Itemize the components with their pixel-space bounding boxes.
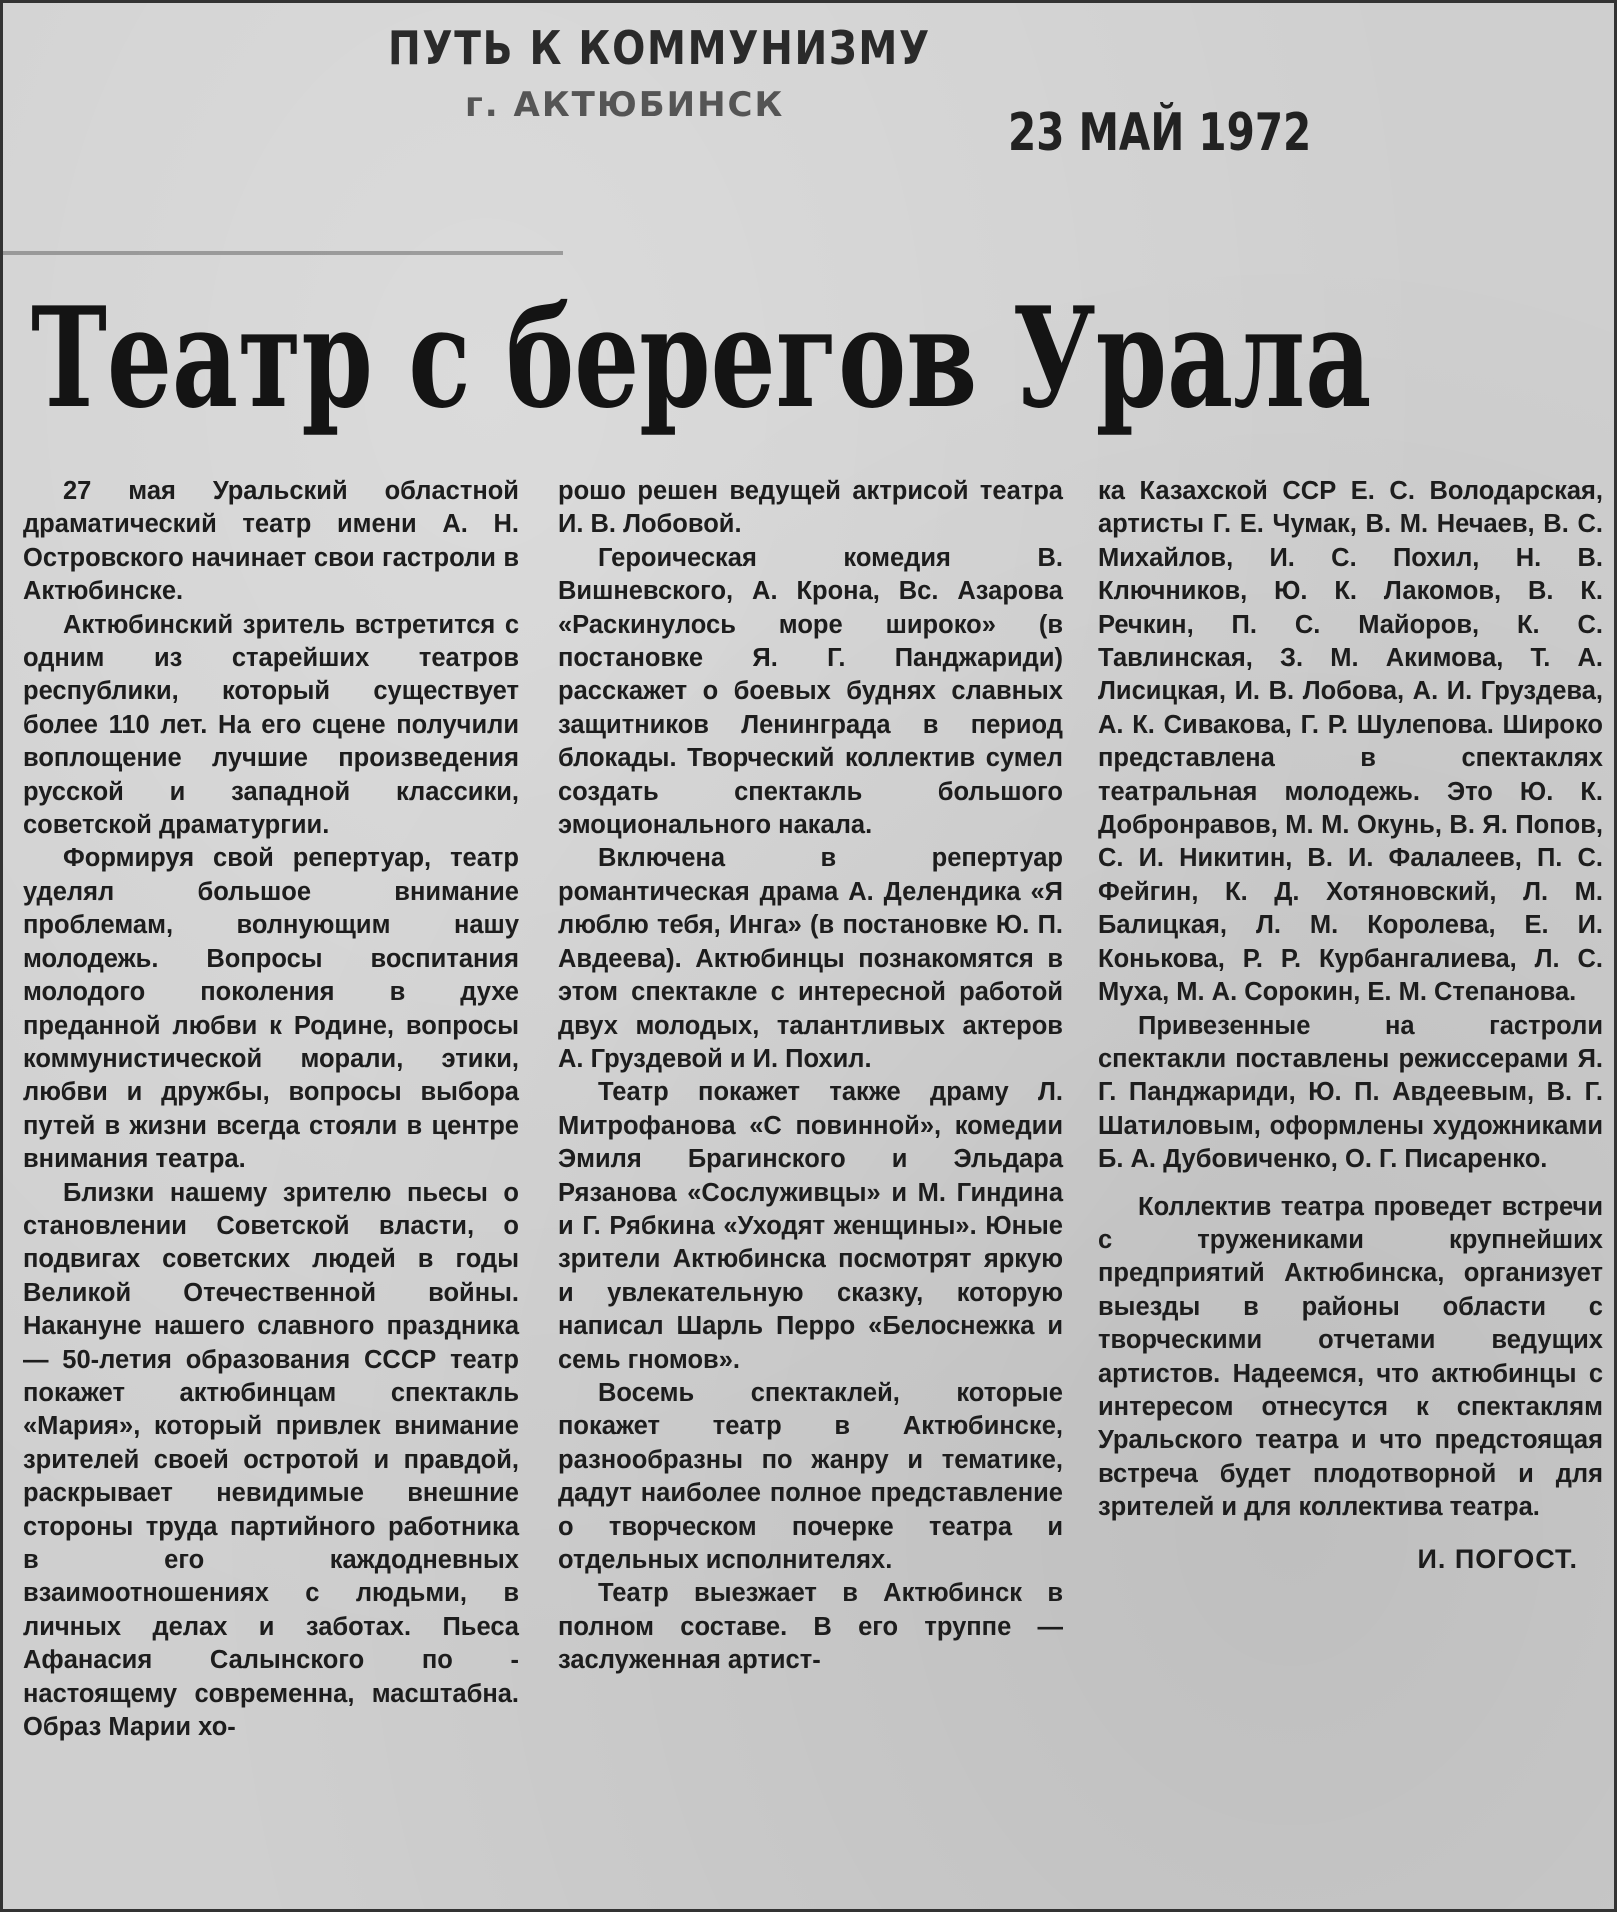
- newspaper-name: ПУТЬ К КОММУНИЗМУ: [388, 21, 931, 75]
- date-stamp: 23 МАЙ 1972: [1008, 103, 1312, 163]
- paragraph: рошо решен ведущей актрисой театра И. В. Лобовой.: [558, 477, 1063, 539]
- paragraph: Включена в репертуар романтическая драма А. Делендика «Я люблю тебя, Инга» (в постановке Ю. П. Авдеева). Актюбинцы познакомятся в этом спектакле с интересной работой двух молодых, талантливых актеров А. Груздевой и И. Похил.: [558, 844, 1063, 1073]
- article-column-1: [23, 475, 519, 1744]
- paragraph: Формируя свой репертуар, театр уделял большое внимание проблемам, волнующим нашу молодежь. Вопросы воспитания молодого поколения в духе преданной любви к Родине, вопросы коммунистической морали, этики, любви и дружбы, вопросы выбора путей в жизни всегда стояли в центре внимания театра.: [23, 844, 519, 1174]
- paragraph: ка Казахской ССР Е. С. Володарская, артисты Г. Е. Чумак, В. М. Нечаев, В. С. Михайлов, И. С. Похил, Н. В. Ключников, Ю. К. Лакомов, В. К. Речкин, П. С. Майоров, К. С. Тавлинская, З. М. Акимова, Т. А. Лисицкая, И. В. Лобова, А. И. Груздева, А. К. Сивакова, Г. Р. Шулепова. Широко представлена в спектаклях театральная молодежь. Это Ю. К. Добронравов, М. М. Окунь, В. Я. Попов, С. И. Никитин, В. И. Фалалеев, П. С. Фейгин, К. Д. Хотяновский, Л. М. Балицкая, Л. М. Королева, Е. И. Конькова, Р. Р. Курбангалиева, Л. С. Муха, М. А. Сорокин, Е. М. Степанова.: [1098, 477, 1603, 1007]
- paragraph-gap: [1098, 1177, 1603, 1191]
- article-headline: Театр с берегов Урала: [31, 276, 1372, 439]
- paragraph: Театр выезжает в Актюбинск в полном составе. В его труппе — заслуженная артист-: [558, 1579, 1063, 1675]
- article-column-2: [558, 475, 1063, 1678]
- paragraph: Привезенные на гастроли спектакли поставлены режиссерами Я. Г. Панджариди, Ю. П. Авдеевым, В. Г. Шатиловым, оформлены художниками Б. А. Дубовиченко, О. Г. Писаренко.: [1098, 1011, 1603, 1174]
- paragraph: Театр покажет также драму Л. Митрофанова «С повинной», комедии Эмиля Брагинского и Эльдара Рязанова «Сослуживцы» и М. Гиндина и Г. Рябкина «Уходят женщины». Юные зрители Актюбинска посмотрят яркую и увлекательную сказку, которую написал Шарль Перро «Белоснежка и семь гномов».: [558, 1078, 1063, 1374]
- top-rule: [3, 251, 563, 255]
- paragraph: Коллектив театра проведет встречи с тружениками крупнейших предприятий Актюбинска, организует выезды в районы области с творческими отчетами ведущих артистов. Надеемся, что актюбинцы с интересом отнесутся к спектаклям Уральского театра и что предстоящая встреча будет плодотворной и для зрителей и для коллектива театра.: [1098, 1192, 1603, 1522]
- author-signature: И. ПОГОСТ.: [1417, 1543, 1578, 1574]
- paragraph: Героическая комедия В. Вишневского, А. Крона, Вс. Азарова «Раскинулось море широко» (в постановке Я. Г. Панджариди) расскажет о боевых буднях славных защитников Ленинграда в период блокады. Творческий коллектив сумел создать спектакль большого эмоционального накала.: [558, 543, 1063, 840]
- paragraph: Близки нашему зрителю пьесы о становлении Советской власти, о подвигах советских людей в годы Великой Отечественной войны. Накануне нашего славного праздника — 50-летия образования СССР театр покажет актюбинцам спектакль «Мария», который привлек внимание зрителей своей остротой и правдой, раскрывает невидимые внешние стороны труда партийного работника в его каждодневных взаимоотношениях с людьми, в личных делах и заботах. Пьеса Афанасия Салынского по - настоящему современна, масштабна. Образ Марии хо-: [23, 1178, 519, 1742]
- paragraph: 27 мая Уральский областной драматический театр имени А. Н. Островского начинает свои гастроли в Актюбинске.: [23, 477, 519, 606]
- paragraph: Актюбинский зритель встретится с одним из старейших театров республики, который существует более 110 лет. На его сцене получили воплощение лучшие произведения русской и западной классики, советской драматургии.: [23, 610, 519, 840]
- newspaper-city: г. АКТЮБИНСК: [465, 85, 785, 125]
- paragraph: Восемь спектаклей, которые покажет театр в Актюбинске, разнообразны по жанру и тематике, дадут наиболее полное представление о творческом почерке театра и отдельных исполнителях.: [558, 1378, 1063, 1574]
- article-column-3: [1098, 475, 1603, 1576]
